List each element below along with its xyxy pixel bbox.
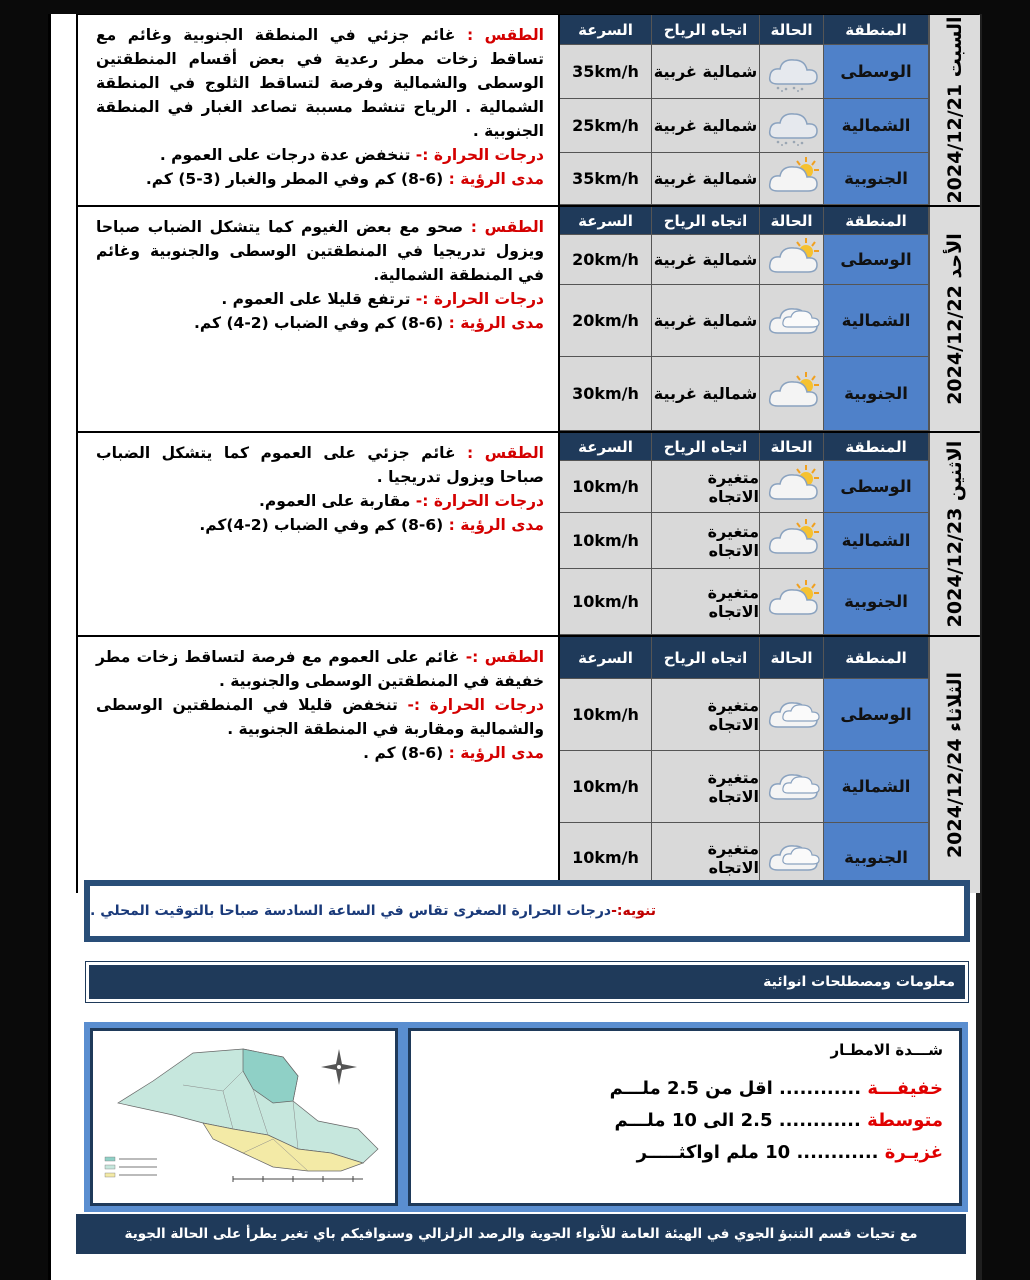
day-description: [76, 433, 560, 635]
day-description: [76, 207, 560, 431]
temperature-text: تنخفض عدة درجات على العموم .: [159, 146, 416, 164]
wind-direction: متغيرة الاتجاه: [652, 461, 760, 513]
wind-speed: 10km/h: [560, 679, 652, 751]
weather-text: غائم جزئي في المنطقة الجنوبية وغائم مع تساقط زخات مطر رعدية في بعض أقسام المنطقتين الوسطى والشمالية وفرصة لتساقط الثلوج في المنطقة الشمالية . الرياح تنشط مسببة تصاعد الغبار في المنطقة الجنوبية .: [96, 26, 544, 140]
speed-header: السرعة: [560, 207, 652, 235]
wind-direction: متغيرة الاتجاه: [652, 823, 760, 893]
left-border: [48, 14, 51, 1280]
region-grid: [560, 207, 929, 431]
footer-text: مع تحيات قسم التنبؤ الجوي في الهيئة العامة للأنواء الجوية والرصد الزلزالي وسنوافيكم باي تغير يطرأ على الحالة الجوية: [124, 1226, 918, 1242]
region-name: الجنوبية: [824, 357, 929, 431]
rain-value: ............ اقل من 2.5 ملـــم: [609, 1078, 868, 1099]
temperature-label: درجات الحرارة :-: [415, 492, 544, 510]
region-grid: [560, 15, 929, 205]
weather-label: الطقس :: [466, 26, 544, 44]
region-name: الوسطى: [824, 461, 929, 513]
region-name: الوسطى: [824, 45, 929, 99]
region-name: الوسطى: [824, 679, 929, 751]
state-header: الحالة: [760, 15, 824, 45]
compass-icon: [321, 1049, 357, 1085]
weather-label: الطقس :-: [465, 648, 545, 666]
rain-cloud-icon: [762, 102, 822, 150]
forecast-table: [76, 14, 979, 893]
info-title: معلومات ومصطلحات انوائية: [763, 974, 955, 990]
cloud-icon: [762, 691, 822, 739]
wind-direction-header: اتجاه الرياح: [652, 207, 760, 235]
footer-bar: [76, 1214, 966, 1254]
weather-state: [760, 153, 824, 205]
date-column: [929, 433, 980, 635]
speed-header: السرعة: [560, 433, 652, 461]
wind-direction: متغيرة الاتجاه: [652, 679, 760, 751]
region-header: المنطقة: [824, 433, 929, 461]
wind-direction: متغيرة الاتجاه: [652, 569, 760, 635]
iraq-region-map: [90, 1028, 398, 1206]
visibility-label: مدى الرؤية :: [448, 314, 544, 332]
state-header: الحالة: [760, 637, 824, 679]
day-block: [76, 433, 979, 637]
info-panel: [84, 1022, 968, 1212]
wind-speed: 10km/h: [560, 569, 652, 635]
wind-direction-header: اتجاه الرياح: [652, 433, 760, 461]
day-block: [76, 207, 979, 433]
wind-direction-header: اتجاه الرياح: [652, 15, 760, 45]
visibility-label: مدى الرؤية :: [448, 516, 544, 534]
wind-speed: 30km/h: [560, 357, 652, 431]
visibility-text: (6-8) كم وفي الضباب (2-4)كم.: [199, 516, 449, 534]
wind-speed: 25km/h: [560, 99, 652, 153]
notice-box: [84, 880, 970, 942]
visibility-text: (6-8) كم وفي الضباب (2-4) كم.: [193, 314, 449, 332]
notice-text: درجات الحرارة الصغرى تقاس في الساعة السادسة صباحا بالتوقيت المحلي .: [90, 903, 612, 919]
cloud-icon: [762, 297, 822, 345]
date-column: [929, 637, 980, 893]
region-name: الوسطى: [824, 235, 929, 285]
day-date: الثلاثاء 2024/12/24: [944, 671, 966, 859]
rain-title: شـــدة الامطـار: [830, 1041, 943, 1059]
temperature-text: مقاربة على العموم.: [259, 492, 416, 510]
date-column: [929, 15, 980, 205]
day-date: الأحد 2024/12/22: [944, 233, 966, 405]
speed-header: السرعة: [560, 637, 652, 679]
weather-label: الطقس :: [470, 218, 544, 236]
partly-cloudy-icon: [762, 155, 822, 203]
state-header: الحالة: [760, 207, 824, 235]
weather-state: [760, 357, 824, 431]
visibility-label: مدى الرؤية :: [448, 744, 544, 762]
region-name: الجنوبية: [824, 153, 929, 205]
wind-speed: 35km/h: [560, 153, 652, 205]
weather-state: [760, 751, 824, 823]
wind-speed: 20km/h: [560, 235, 652, 285]
day-description: [76, 637, 560, 893]
weather-state: [760, 285, 824, 357]
rain-key: متوسطة: [867, 1110, 943, 1131]
weather-label: الطقس :: [467, 444, 544, 462]
weather-text: صحو مع بعض الغيوم كما يتشكل الضباب صباحا ويزول تدريجيا في المنطقتين الوسطى والجنوبية وغائم في المنطقة الشمالية.: [96, 218, 544, 284]
speed-header: السرعة: [560, 15, 652, 45]
temperature-text: ترتفع قليلا على العموم .: [221, 290, 416, 308]
wind-direction: شمالية غربية: [652, 235, 760, 285]
wind-speed: 35km/h: [560, 45, 652, 99]
cloud-icon: [762, 763, 822, 811]
temperature-text: تنخفض قليلا في المنطقتين الوسطى والشمالية ومقاربة في المنطقة الجنوبية .: [96, 696, 544, 738]
partly-cloudy-icon: [762, 370, 822, 418]
weather-state: [760, 461, 824, 513]
map-icon: [93, 1031, 395, 1203]
date-column: [929, 207, 980, 431]
region-name: الشمالية: [824, 99, 929, 153]
partly-cloudy-icon: [762, 517, 822, 565]
weather-text: غائم جزئي على العموم كما يتشكل الضباب صباحا ويزول تدريجيا .: [96, 444, 544, 486]
region-name: الجنوبية: [824, 823, 929, 893]
visibility-text: (6-8) كم .: [363, 744, 449, 762]
temperature-label: درجات الحرارة :-: [407, 696, 544, 714]
wind-direction: شمالية غربية: [652, 45, 760, 99]
partly-cloudy-icon: [762, 236, 822, 284]
visibility-text: (6-8) كم وفي المطر والغبار (3-5) كم.: [145, 170, 449, 188]
weather-state: [760, 235, 824, 285]
wind-direction: متغيرة الاتجاه: [652, 751, 760, 823]
partly-cloudy-icon: [762, 463, 822, 511]
wind-speed: 10km/h: [560, 461, 652, 513]
state-header: الحالة: [760, 433, 824, 461]
rain-row: [411, 1073, 943, 1105]
rain-key: غزيـرة: [884, 1142, 943, 1163]
wind-speed: 10km/h: [560, 751, 652, 823]
day-date: السبت 2024/12/21: [944, 16, 966, 204]
wind-direction-header: اتجاه الرياح: [652, 637, 760, 679]
day-block: [76, 15, 979, 207]
wind-direction: شمالية غربية: [652, 99, 760, 153]
forecast-sheet: [48, 14, 982, 1280]
wind-speed: 10km/h: [560, 513, 652, 569]
wind-speed: 20km/h: [560, 285, 652, 357]
rain-row: [411, 1105, 943, 1137]
region-name: الشمالية: [824, 513, 929, 569]
partly-cloudy-icon: [762, 578, 822, 626]
rain-key: خفيفـــة: [867, 1078, 943, 1099]
temperature-label: درجات الحرارة :-: [415, 146, 544, 164]
weather-state: [760, 99, 824, 153]
rain-value: ............ 10 ملم اواكثـــــر: [636, 1142, 885, 1163]
rain-cloud-icon: [762, 48, 822, 96]
notice-label: تنويه:-: [611, 903, 656, 919]
rain-intensity-panel: [408, 1028, 962, 1206]
weather-state: [760, 513, 824, 569]
notice-inner: [90, 886, 964, 936]
rain-value: ............ 2.5 الى 10 ملـــم: [614, 1110, 868, 1131]
region-name: الشمالية: [824, 751, 929, 823]
rain-row: [411, 1137, 943, 1169]
region-grid: [560, 433, 929, 635]
wind-direction: شمالية غربية: [652, 285, 760, 357]
temperature-label: درجات الحرارة :-: [415, 290, 544, 308]
wind-direction: شمالية غربية: [652, 153, 760, 205]
region-name: الجنوبية: [824, 569, 929, 635]
day-description: [76, 15, 560, 205]
weather-state: [760, 569, 824, 635]
region-header: المنطقة: [824, 15, 929, 45]
region-grid: [560, 637, 929, 893]
day-block: [76, 637, 979, 893]
wind-speed: 10km/h: [560, 823, 652, 893]
wind-direction: متغيرة الاتجاه: [652, 513, 760, 569]
region-name: الشمالية: [824, 285, 929, 357]
wind-direction: شمالية غربية: [652, 357, 760, 431]
cloud-icon: [762, 834, 822, 882]
info-title-bar: [86, 962, 968, 1002]
region-header: المنطقة: [824, 207, 929, 235]
weather-text: غائم على العموم مع فرصة لتساقط زخات مطر خفيفة في المنطقتين الوسطى والجنوبية .: [96, 648, 544, 690]
weather-state: [760, 45, 824, 99]
region-header: المنطقة: [824, 637, 929, 679]
day-date: الاثنين 2024/12/23: [944, 440, 966, 628]
weather-state: [760, 679, 824, 751]
visibility-label: مدى الرؤية :: [448, 170, 544, 188]
